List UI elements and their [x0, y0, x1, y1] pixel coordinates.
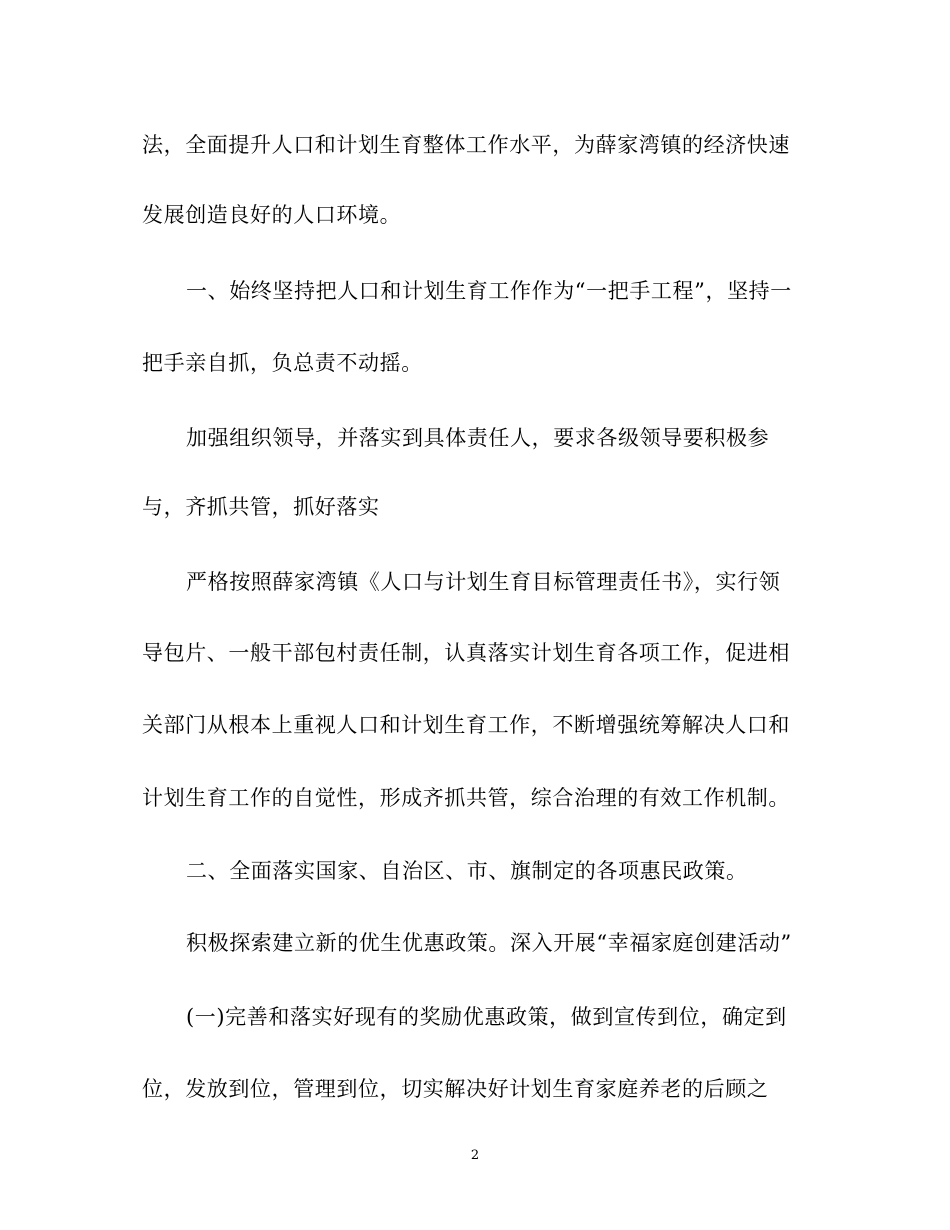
body-text-line: 位，发放到位，管理到位，切实解决好计划生育家庭养老的后顾之: [142, 1077, 769, 1101]
page-number: 2: [470, 1148, 480, 1163]
body-text-line: 发展创造良好的人口环境。: [142, 203, 402, 227]
section-heading: 二、全面落实国家、自治区、市、旗制定的各项惠民政策。: [186, 859, 748, 883]
body-text-line: 法，全面提升人口和计划生育整体工作水平，为薛家湾镇的经济快速: [142, 133, 790, 157]
paragraph-start: 严格按照薛家湾镇《人口与计划生育目标管理责任书》，实行领: [186, 570, 781, 594]
body-text-line: 导包片、一般干部包村责任制，认真落实计划生育各项工作，促进相: [142, 641, 790, 665]
paragraph-start: 加强组织领导，并落实到具体责任人，要求各级领导要积极参: [186, 426, 770, 450]
section-heading: 一、始终坚持把人口和计划生育工作作为“一把手工程”，坚持一: [186, 279, 792, 303]
body-text-line: 与，齐抓共管，抓好落实: [142, 495, 380, 519]
body-text-line: 关部门从根本上重视人口和计划生育工作，不断增强统筹解决人口和: [142, 713, 790, 737]
subsection-heading: (一)完善和落实好现有的奖励优惠政策，做到宣传到位，确定到: [186, 1005, 787, 1029]
body-text-line: 把手亲自抓，负总责不动摇。: [142, 351, 423, 375]
paragraph-start: 积极探索建立新的优生优惠政策。深入开展“幸福家庭创建活动”: [186, 931, 792, 955]
body-text-line: 计划生育工作的自觉性，形成齐抓共管，综合治理的有效工作机制。: [142, 786, 790, 810]
